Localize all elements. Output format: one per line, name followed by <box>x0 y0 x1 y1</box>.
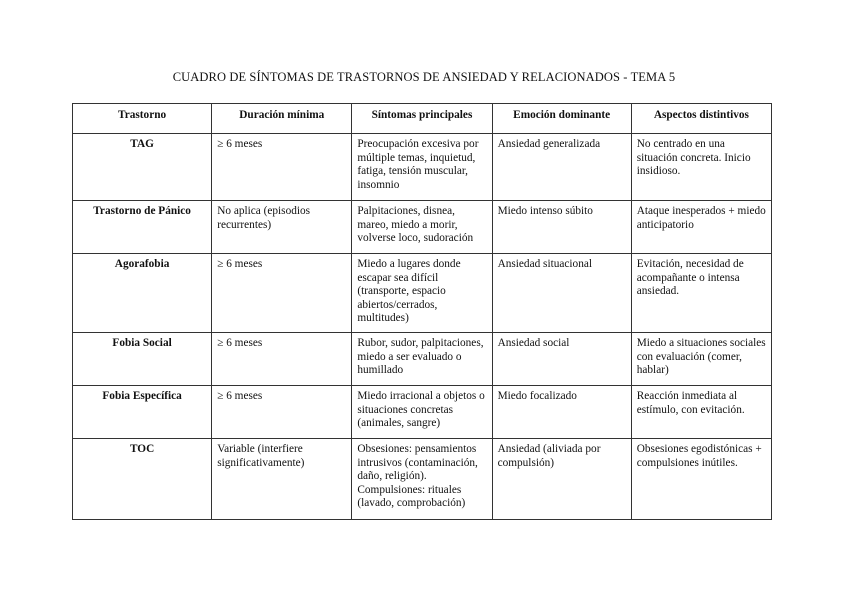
cell-trastorno: Fobia Específica <box>73 386 212 439</box>
cell-emocion: Miedo intenso súbito <box>492 201 631 254</box>
header-emocion: Emoción dominante <box>492 104 631 134</box>
cell-sintomas: Miedo a lugares donde escapar sea difícil (transporte, espacio abiertos/cerrados, multitudes) <box>352 254 492 333</box>
cell-aspectos: Miedo a situaciones sociales con evaluación (comer, hablar) <box>631 333 771 386</box>
table-row <box>73 386 772 439</box>
cell-aspectos: Evitación, necesidad de acompañante o intensa ansiedad. <box>631 254 771 333</box>
cell-sintomas: Obsesiones: pensamientos intrusivos (contaminación, daño, religión). Compulsiones: rituales (lavado, comprobación) <box>352 439 492 520</box>
header-trastorno: Trastorno <box>73 104 212 134</box>
table-row <box>73 439 772 520</box>
symptoms-table <box>72 103 772 520</box>
cell-sintomas: Rubor, sudor, palpitaciones, miedo a ser evaluado o humillado <box>352 333 492 386</box>
cell-sintomas: Miedo irracional a objetos o situaciones concretas (animales, sangre) <box>352 386 492 439</box>
cell-sintomas: Preocupación excesiva por múltiple temas, inquietud, fatiga, tensión muscular, insomnio <box>352 134 492 201</box>
cell-trastorno: Fobia Social <box>73 333 212 386</box>
cell-duracion: ≥ 6 meses <box>212 333 352 386</box>
cell-emocion: Ansiedad generalizada <box>492 134 631 201</box>
cell-duracion: ≥ 6 meses <box>212 386 352 439</box>
cell-trastorno: Trastorno de Pánico <box>73 201 212 254</box>
cell-emocion: Miedo focalizado <box>492 386 631 439</box>
header-duracion: Duración mínima <box>212 104 352 134</box>
cell-trastorno: TAG <box>73 134 212 201</box>
cell-trastorno: Agorafobia <box>73 254 212 333</box>
cell-emocion: Ansiedad situacional <box>492 254 631 333</box>
cell-duracion: Variable (interfiere significativamente) <box>212 439 352 520</box>
header-aspectos: Aspectos distintivos <box>631 104 771 134</box>
table-row <box>73 333 772 386</box>
cell-duracion: ≥ 6 meses <box>212 254 352 333</box>
cell-aspectos: Obsesiones egodistónicas + compulsiones inútiles. <box>631 439 771 520</box>
table-header-row <box>73 104 772 134</box>
cell-emocion: Ansiedad social <box>492 333 631 386</box>
cell-emocion: Ansiedad (aliviada por compulsión) <box>492 439 631 520</box>
cell-duracion: No aplica (episodios recurrentes) <box>212 201 352 254</box>
table-row <box>73 134 772 201</box>
table-row <box>73 201 772 254</box>
cell-aspectos: Ataque inesperados + miedo anticipatorio <box>631 201 771 254</box>
cell-aspectos: Reacción inmediata al estímulo, con evitación. <box>631 386 771 439</box>
cell-aspectos: No centrado en una situación concreta. Inicio insidioso. <box>631 134 771 201</box>
header-sintomas: Síntomas principales <box>352 104 492 134</box>
cell-duracion: ≥ 6 meses <box>212 134 352 201</box>
document-title: CUADRO DE SÍNTOMAS DE TRASTORNOS DE ANSIEDAD Y RELACIONADOS - TEMA 5 <box>172 70 676 84</box>
table-row <box>73 254 772 333</box>
cell-trastorno: TOC <box>73 439 212 520</box>
cell-sintomas: Palpitaciones, disnea, mareo, miedo a morir, volverse loco, sudoración <box>352 201 492 254</box>
